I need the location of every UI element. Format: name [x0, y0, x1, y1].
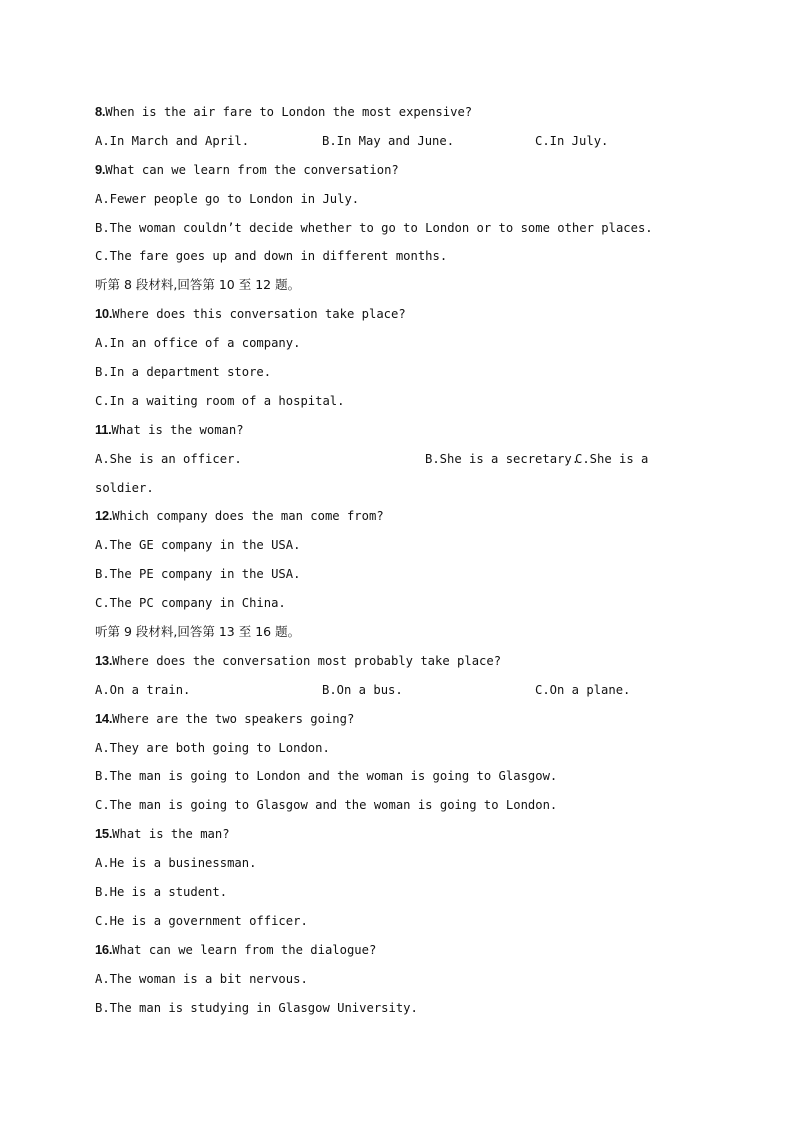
question-number: 10. [95, 306, 113, 322]
option-c: C.The fare goes up and down in different months. [95, 249, 448, 264]
question-text: What can we learn from the dialogue? [112, 942, 377, 957]
options-row-13 [95, 681, 715, 710]
question-text: When is the air fare to London the most expensive? [105, 105, 473, 119]
question-16 [95, 941, 715, 970]
question-8 [95, 103, 715, 132]
document-page [95, 103, 715, 1028]
question-text: Where does the conversation most probably take place? [112, 653, 502, 668]
option-c-continued: soldier. [95, 480, 154, 495]
question-10 [95, 305, 715, 334]
option-c: C.In a waiting room of a hospital. [95, 393, 345, 408]
option-b: B.In a department store. [95, 365, 272, 380]
question-15 [95, 825, 715, 854]
option-a: A.Fewer people go to London in July. [95, 191, 360, 206]
question-text: What can we learn from the conversation? [105, 162, 399, 177]
option-c: C.He is a government officer. [95, 913, 308, 928]
option-b: B.On a bus. [322, 682, 403, 697]
question-12 [95, 507, 715, 536]
option-b: B.In May and June. [322, 133, 455, 148]
options-row-8 [95, 132, 715, 161]
option-c: C.On a plane. [535, 682, 631, 697]
option-c: C.The man is going to Glasgow and the woman is going to London. [95, 798, 558, 813]
question-number: 13. [95, 652, 113, 668]
option-a: A.He is a businessman. [95, 856, 257, 871]
option-a: A.On a train. [95, 682, 191, 697]
section-heading-8: 听第 8 段材料,回答第 10 至 12 题。 [95, 277, 301, 293]
option-c: C.The PC company in China. [95, 596, 286, 611]
option-b: B.The PE company in the USA. [95, 567, 301, 582]
question-number: 11. [95, 421, 112, 437]
option-a: A.She is an officer. [95, 451, 242, 466]
option-a: A.The woman is a bit nervous. [95, 971, 308, 986]
section-heading-9: 听第 9 段材料,回答第 13 至 16 题。 [95, 624, 301, 640]
question-number: 12. [95, 508, 113, 524]
question-text: Which company does the man come from? [112, 509, 384, 524]
question-number: 14. [95, 710, 113, 726]
question-text: Where does this conversation take place? [112, 307, 406, 322]
option-b: B.She is a secretary. [425, 451, 580, 466]
option-b: B.The man is going to London and the woman is going to Glasgow. [95, 769, 558, 784]
option-c: C.She is a [575, 451, 649, 466]
question-number: 9. [95, 161, 106, 177]
question-9 [95, 161, 715, 190]
question-text: What is the woman? [111, 422, 244, 437]
question-13 [95, 652, 715, 681]
option-a: A.They are both going to London. [95, 740, 330, 755]
option-b: B.He is a student. [95, 885, 228, 900]
option-a: A.In March and April. [95, 133, 250, 148]
option-b: B.The man is studying in Glasgow University. [95, 1000, 418, 1015]
option-c: C.In July. [535, 133, 609, 148]
question-14 [95, 710, 715, 739]
question-number: 15. [95, 826, 113, 842]
question-text: What is the man? [112, 827, 230, 842]
options-row-11 [95, 450, 715, 479]
question-11 [95, 421, 715, 450]
option-a: A.The GE company in the USA. [95, 538, 301, 553]
question-number: 8. [95, 104, 106, 119]
question-text: Where are the two speakers going? [112, 711, 355, 726]
option-a: A.In an office of a company. [95, 336, 301, 351]
question-number: 16. [95, 941, 113, 957]
option-b: B.The woman couldn’t decide whether to go to London or to some other places. [95, 220, 653, 235]
